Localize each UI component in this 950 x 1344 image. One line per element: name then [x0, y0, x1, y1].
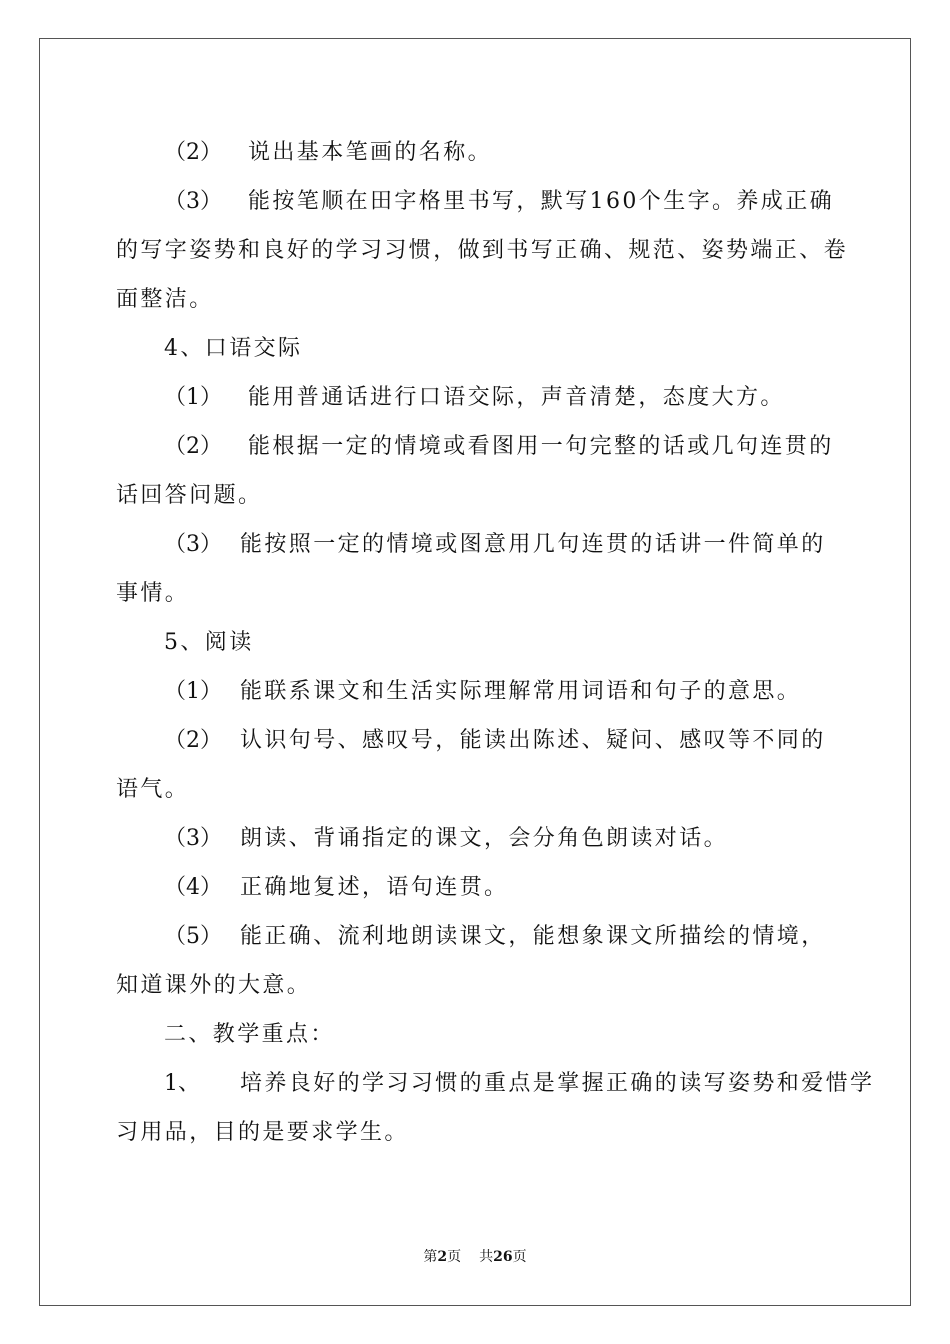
- item-number: （5）: [164, 924, 222, 949]
- paragraph-line: [116, 471, 836, 520]
- line-text: 能按照一定的情境或图意用几句连贯的话讲一件简单的: [240, 532, 826, 557]
- line-text: 能联系课文和生活实际理解常用词语和句子的意思。: [240, 679, 802, 704]
- line-text: 能按笔顺在田字格里书写，默写160个生字。养成正确: [248, 189, 834, 214]
- page-suffix: 页: [447, 1249, 462, 1265]
- page-number: 2: [437, 1249, 448, 1265]
- item-number: （3）: [164, 189, 222, 214]
- heading-text: 5、阅读: [164, 630, 254, 655]
- line-text: 正确地复述，语句连贯。: [240, 875, 509, 900]
- item-number: （1）: [164, 679, 222, 704]
- paragraph-line: [116, 765, 836, 814]
- line-text: 事情。: [116, 581, 190, 606]
- heading-text: 二、教学重点：: [164, 1022, 335, 1047]
- page-footer: [0, 1246, 950, 1266]
- item-number: （2）: [164, 434, 222, 459]
- paragraph-line: [116, 863, 836, 912]
- line-text: 朗读、背诵指定的课文，会分角色朗读对话。: [240, 826, 729, 851]
- paragraph-line: [116, 814, 836, 863]
- paragraph-line: [116, 569, 836, 618]
- paragraph-line: [116, 422, 836, 471]
- line-text: 能正确、流利地朗读课文，能想象课文所描绘的情境，: [240, 924, 826, 949]
- paragraph-line: [116, 226, 849, 275]
- paragraph-line: [116, 520, 836, 569]
- line-text: 习用品，目的是要求学生。: [116, 1120, 409, 1145]
- paragraph-line: [116, 1108, 836, 1157]
- section-heading: [116, 324, 836, 373]
- paragraph-line: [116, 128, 836, 177]
- line-text: 的写字姿势和良好的学习习惯，做到书写正确、规范、姿势端正、卷: [116, 238, 849, 263]
- item-number: （4）: [164, 875, 222, 900]
- paragraph-line: [116, 961, 836, 1010]
- paragraph-line: [116, 177, 836, 226]
- document-body: [116, 128, 875, 1157]
- total-suffix: 页: [512, 1249, 527, 1265]
- item-number: （2）: [164, 728, 222, 753]
- paragraph-line: [116, 275, 836, 324]
- item-number: 1、: [164, 1071, 200, 1096]
- line-text: 能用普通话进行口语交际，声音清楚，态度大方。: [248, 385, 785, 410]
- paragraph-line: [116, 716, 836, 765]
- line-text: 培养良好的学习习惯的重点是掌握正确的读写姿势和爱惜学: [240, 1071, 875, 1096]
- page-prefix: 第: [423, 1249, 438, 1265]
- paragraph-line: [116, 667, 836, 716]
- item-number: （1）: [164, 385, 222, 410]
- item-number: （3）: [164, 532, 222, 557]
- section-heading: [116, 618, 836, 667]
- heading-text: 4、口语交际: [164, 336, 303, 361]
- section-heading: [116, 1010, 836, 1059]
- line-text: 认识句号、感叹号，能读出陈述、疑问、感叹等不同的: [240, 728, 826, 753]
- line-text: 语气。: [116, 777, 190, 802]
- line-text: 面整洁。: [116, 287, 214, 312]
- line-text: 知道课外的大意。: [116, 973, 312, 998]
- line-text: 说出基本笔画的名称。: [248, 140, 493, 165]
- total-pages: 26: [493, 1249, 513, 1265]
- line-text: 能根据一定的情境或看图用一句完整的话或几句连贯的: [248, 434, 834, 459]
- line-text: 话回答问题。: [116, 483, 263, 508]
- paragraph-line: [116, 1059, 875, 1108]
- item-number: （2）: [164, 140, 222, 165]
- paragraph-line: [116, 373, 836, 422]
- paragraph-line: [116, 912, 836, 961]
- item-number: （3）: [164, 826, 222, 851]
- total-prefix: 共: [479, 1249, 494, 1265]
